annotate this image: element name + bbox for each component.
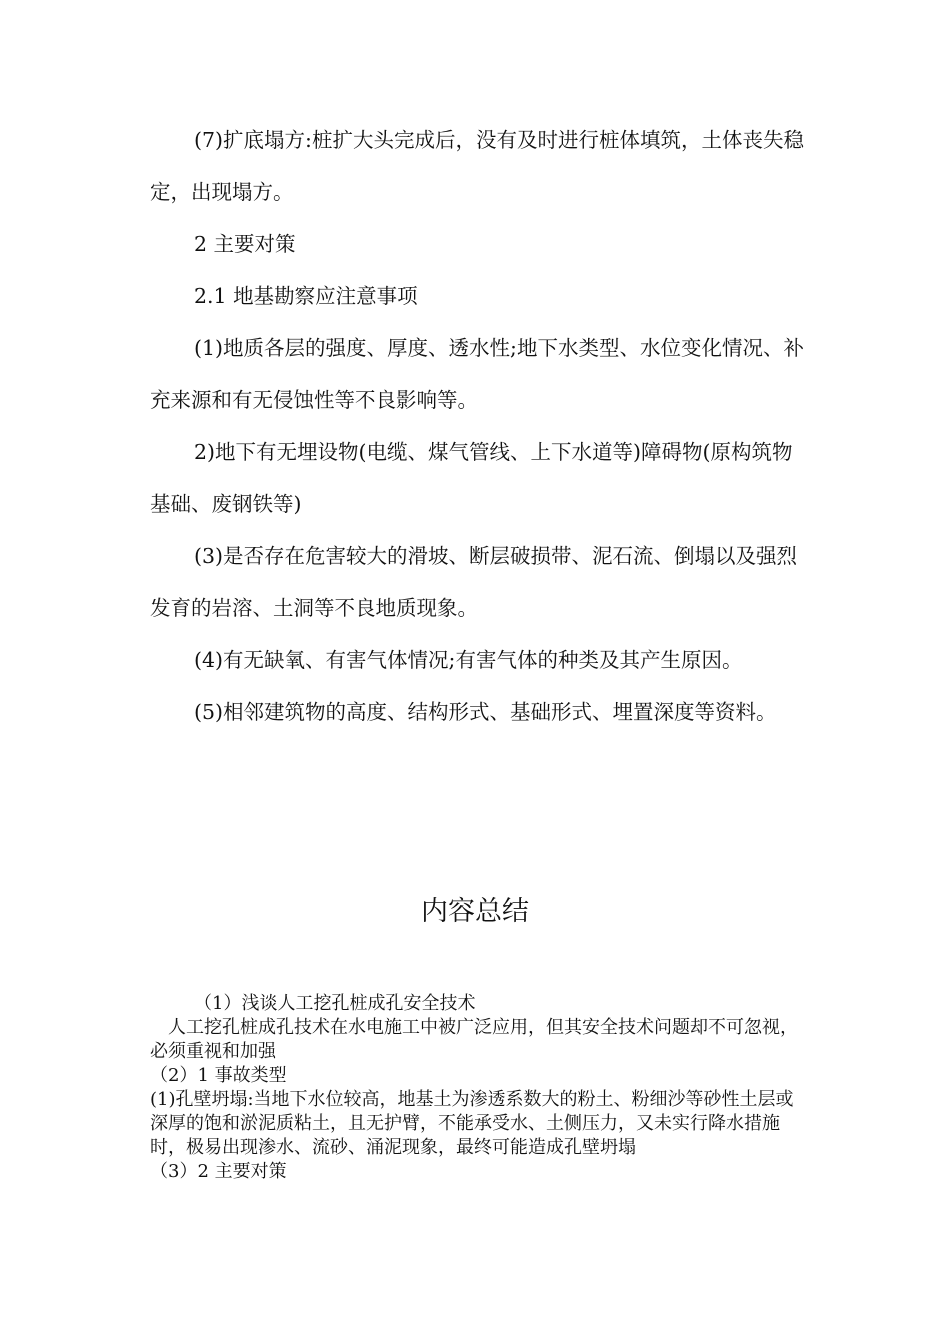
- paragraph-item-5: (5)相邻建筑物的高度、结构形式、基础形式、埋置深度等资料。: [194, 700, 777, 724]
- summary-item-4: (1)孔壁坍塌:当地下水位较高，地基土为渗透系数大的粉土、粉细沙等砂性土层或深厚的饱和淤泥质粘土，且无护臂，不能承受水、土侧压力，又未实行降水措施时，极易出现渗水、流砂、涌泥现象，最终可能造成孔壁坍塌: [150, 1089, 794, 1158]
- summary-item-2: 人工挖孔桩成孔技术在水电施工中被广泛应用，但其安全技术问题却不可忽视，必须重视和加强: [150, 1017, 798, 1062]
- heading-main-countermeasures: 2 主要对策: [194, 232, 296, 256]
- paragraph-collapse-bottom: (7)扩底塌方:桩扩大头完成后，没有及时进行桩体填筑，土体丧失稳定，出现塌方。: [150, 128, 804, 204]
- summary-item-1: （1）浅谈人工挖孔桩成孔安全技术: [194, 993, 476, 1014]
- summary-item-3: （2）1 事故类型: [150, 1065, 287, 1086]
- paragraph-item-1: (1)地质各层的强度、厚度、透水性;地下水类型、水位变化情况、补充来源和有无侵蚀性等不良影响等。: [150, 336, 804, 412]
- summary-title: 内容总结: [421, 896, 529, 927]
- heading-survey-notes: 2.1 地基勘察应注意事项: [194, 284, 418, 308]
- summary-section: [150, 992, 802, 1184]
- paragraph-item-3: (3)是否存在危害较大的滑坡、断层破损带、泥石流、倒塌以及强烈发育的岩溶、土洞等不良地质现象。: [150, 544, 798, 620]
- body-text: [150, 114, 810, 738]
- paragraph-item-4: (4)有无缺氧、有害气体情况;有害气体的种类及其产生原因。: [194, 648, 743, 672]
- summary-item-5: （3）2 主要对策: [150, 1161, 287, 1182]
- paragraph-item-2: 2)地下有无埋设物(电缆、煤气管线、上下水道等)障碍物(原构筑物基础、废钢铁等): [150, 440, 793, 516]
